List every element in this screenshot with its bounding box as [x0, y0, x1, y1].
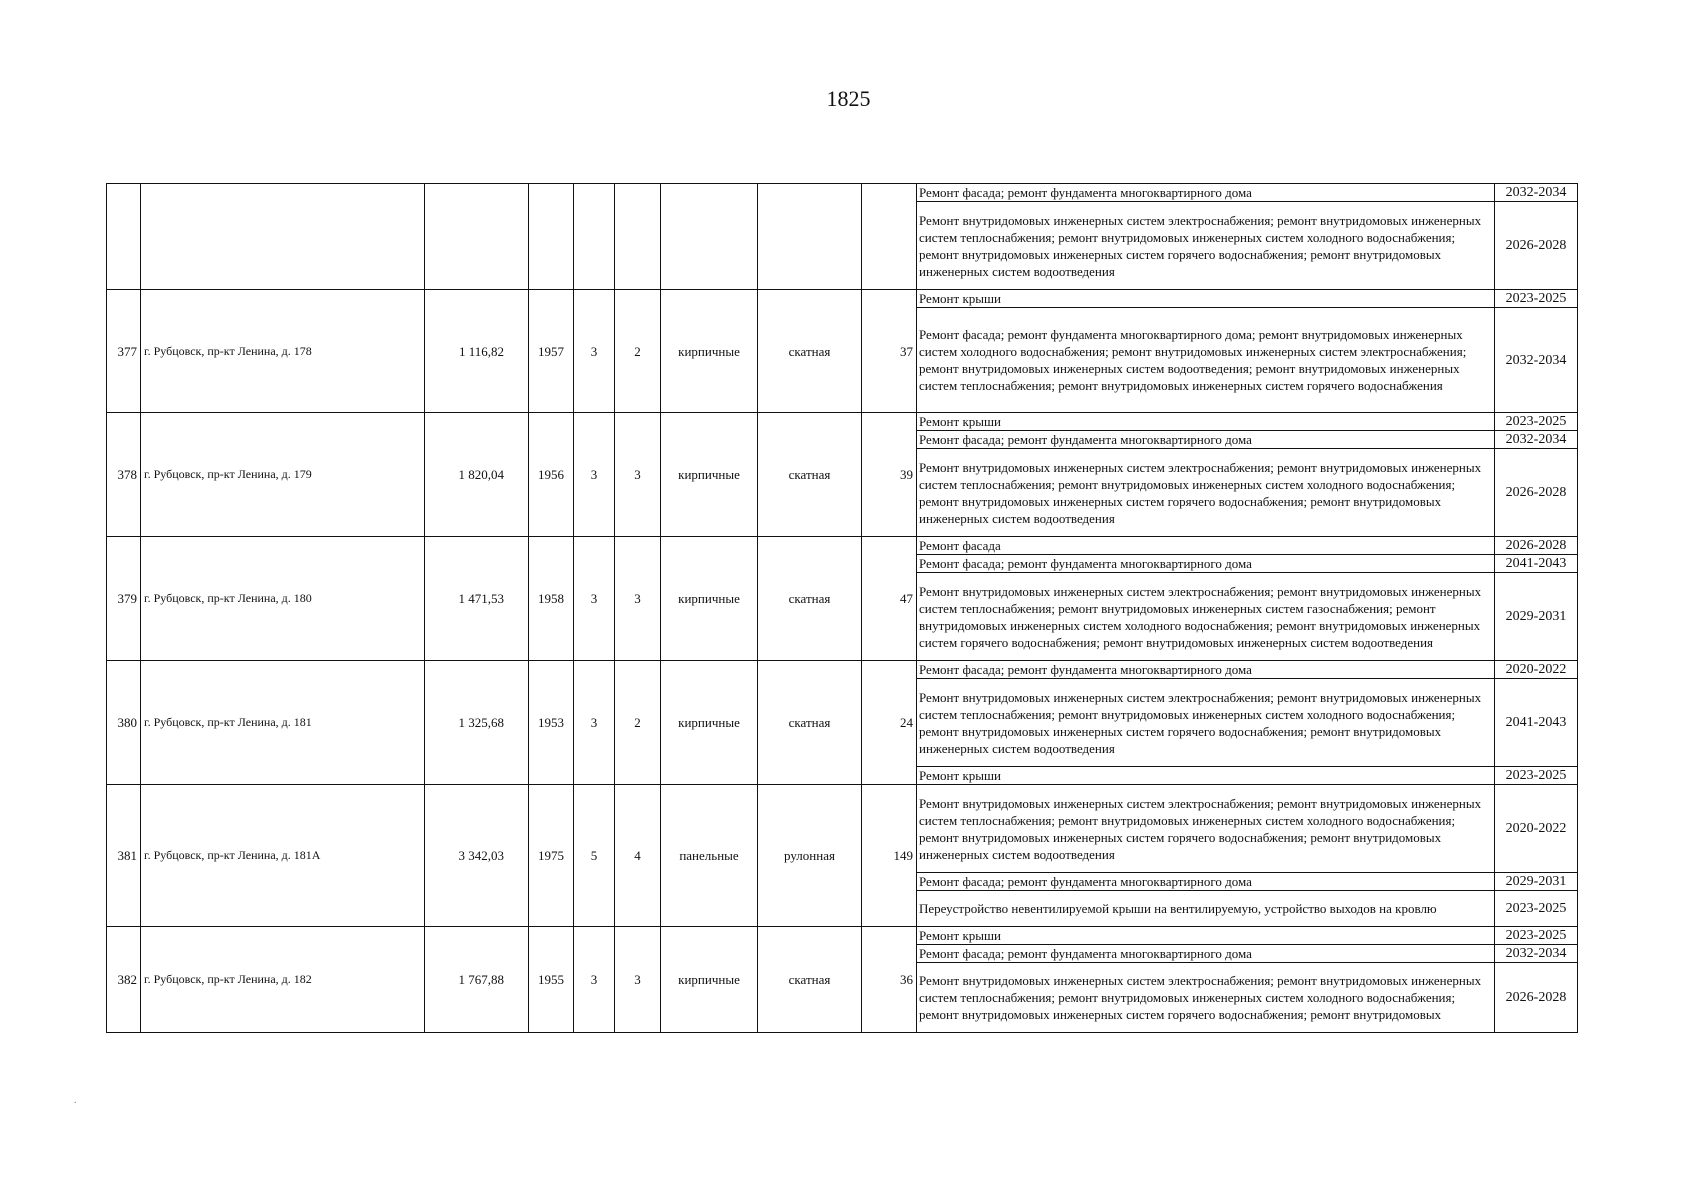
year-cell: 1955 [529, 927, 574, 1033]
roof-type-cell: скатная [758, 290, 862, 413]
empty-cell [862, 184, 917, 290]
empty-cell [661, 184, 758, 290]
repair-work-cell: Ремонт крыши [917, 413, 1495, 431]
table-body [107, 184, 1578, 1033]
repair-period-cell: 2032-2034 [1495, 308, 1578, 413]
repair-work-cell: Ремонт крыши [917, 927, 1495, 945]
repair-period-cell: 2023-2025 [1495, 767, 1578, 785]
floors-cell: 3 [574, 290, 615, 413]
address-cell: г. Рубцовск, пр-кт Ленина, д. 181А [141, 785, 425, 927]
repair-work-cell: Ремонт внутридомовых инженерных систем электроснабжения; ремонт внутридомовых инженерных систем теплоснабжения; ремонт внутридомовых инженерных систем газоснабжения; ремонт внутридомовых инженерных систем холодного водоснабжения; ремонт внутридомовых инженерных систем горячего водоснабжения; ремонт внутридомовых инженерных систем водоотведения [917, 573, 1495, 661]
year-cell: 1953 [529, 661, 574, 785]
repair-work-cell: Ремонт внутридомовых инженерных систем электроснабжения; ремонт внутридомовых инженерных систем теплоснабжения; ремонт внутридомовых инженерных систем холодного водоснабжения; ремонт внутридомовых инженерных систем горячего водоснабжения; ремонт внутридомовых инженерных систем водоотведения [917, 449, 1495, 537]
repair-period-cell: 2026-2028 [1495, 963, 1578, 1033]
table-row [107, 290, 1578, 308]
year-cell: 1956 [529, 413, 574, 537]
wall-material-cell: кирпичные [661, 290, 758, 413]
floors-cell: 3 [574, 413, 615, 537]
repair-period-cell: 2023-2025 [1495, 413, 1578, 431]
roof-type-cell: скатная [758, 661, 862, 785]
repair-period-cell: 2029-2031 [1495, 873, 1578, 891]
repair-work-cell: Ремонт фасада; ремонт фундамента многоквартирного дома [917, 661, 1495, 679]
repair-period-cell: 2020-2022 [1495, 785, 1578, 873]
row-number: 378 [107, 413, 141, 537]
repair-work-cell: Ремонт внутридомовых инженерных систем электроснабжения; ремонт внутридомовых инженерных систем теплоснабжения; ремонт внутридомовых инженерных систем холодного водоснабжения; ремонт внутридомовых инженерных систем горячего водоснабжения; ремонт внутридомовых инженерных систем водоотведения [917, 202, 1495, 290]
repair-work-cell: Ремонт фасада; ремонт фундамента многоквартирного дома [917, 431, 1495, 449]
wall-material-cell: кирпичные [661, 537, 758, 661]
table-row [107, 413, 1578, 431]
empty-cell [529, 184, 574, 290]
address-cell: г. Рубцовск, пр-кт Ленина, д. 182 [141, 927, 425, 1033]
empty-cell [107, 184, 141, 290]
repair-work-cell: Ремонт фасада [917, 537, 1495, 555]
year-cell: 1975 [529, 785, 574, 927]
empty-cell [141, 184, 425, 290]
repair-period-cell: 2029-2031 [1495, 573, 1578, 661]
repair-period-cell: 2020-2022 [1495, 661, 1578, 679]
area-cell: 1 820,04 [425, 413, 529, 537]
year-cell: 1957 [529, 290, 574, 413]
repair-period-cell: 2032-2034 [1495, 945, 1578, 963]
capital-repair-table [106, 183, 1578, 1033]
row-number: 380 [107, 661, 141, 785]
repair-work-cell: Ремонт крыши [917, 290, 1495, 308]
page-number: 1825 [826, 86, 871, 111]
entrances-cell: 2 [615, 661, 661, 785]
floors-cell: 5 [574, 785, 615, 927]
year-cell: 1958 [529, 537, 574, 661]
table-row [107, 537, 1578, 555]
scan-mark: . [74, 1095, 77, 1106]
residents-cell: 36 [862, 927, 917, 1033]
wall-material-cell: панельные [661, 785, 758, 927]
address-cell: г. Рубцовск, пр-кт Ленина, д. 180 [141, 537, 425, 661]
empty-cell [574, 184, 615, 290]
row-number: 382 [107, 927, 141, 1033]
repair-period-cell: 2023-2025 [1495, 290, 1578, 308]
repair-period-cell: 2026-2028 [1495, 202, 1578, 290]
table-row [107, 785, 1578, 873]
repair-period-cell: 2023-2025 [1495, 891, 1578, 927]
area-cell: 1 471,53 [425, 537, 529, 661]
address-cell: г. Рубцовск, пр-кт Ленина, д. 181 [141, 661, 425, 785]
row-number: 379 [107, 537, 141, 661]
address-cell: г. Рубцовск, пр-кт Ленина, д. 179 [141, 413, 425, 537]
repair-work-cell: Ремонт фасада; ремонт фундамента многоквартирного дома; ремонт внутридомовых инженерных систем холодного водоснабжения; ремонт внутридомовых инженерных систем электроснабжения; ремонт внутридомовых инженерных систем водоотведения; ремонт внутридомовых инженерных систем теплоснабжения; ремонт внутридомовых инженерных систем горячего водоснабжения [917, 308, 1495, 413]
repair-work-cell: Переустройство невентилируемой крыши на вентилируемую, устройство выходов на кровлю [917, 891, 1495, 927]
area-cell: 1 325,68 [425, 661, 529, 785]
entrances-cell: 2 [615, 290, 661, 413]
repair-period-cell: 2026-2028 [1495, 449, 1578, 537]
row-number: 381 [107, 785, 141, 927]
repair-period-cell: 2032-2034 [1495, 184, 1578, 202]
repair-work-cell: Ремонт внутридомовых инженерных систем электроснабжения; ремонт внутридомовых инженерных систем теплоснабжения; ремонт внутридомовых инженерных систем холодного водоснабжения; ремонт внутридомовых инженерных систем горячего водоснабжения; ремонт внутридомовых инженерных систем водоотведения [917, 785, 1495, 873]
empty-cell [758, 184, 862, 290]
residents-cell: 24 [862, 661, 917, 785]
empty-cell [615, 184, 661, 290]
repair-work-cell: Ремонт фасада; ремонт фундамента многоквартирного дома [917, 873, 1495, 891]
address-cell: г. Рубцовск, пр-кт Ленина, д. 178 [141, 290, 425, 413]
wall-material-cell: кирпичные [661, 927, 758, 1033]
table-row [107, 661, 1578, 679]
table-row [107, 927, 1578, 945]
repair-period-cell: 2041-2043 [1495, 679, 1578, 767]
roof-type-cell: скатная [758, 413, 862, 537]
entrances-cell: 3 [615, 413, 661, 537]
wall-material-cell: кирпичные [661, 413, 758, 537]
area-cell: 1 116,82 [425, 290, 529, 413]
entrances-cell: 3 [615, 927, 661, 1033]
row-number: 377 [107, 290, 141, 413]
entrances-cell: 4 [615, 785, 661, 927]
floors-cell: 3 [574, 927, 615, 1033]
repair-period-cell: 2041-2043 [1495, 555, 1578, 573]
repair-period-cell: 2026-2028 [1495, 537, 1578, 555]
entrances-cell: 3 [615, 537, 661, 661]
repair-work-cell: Ремонт фасада; ремонт фундамента многоквартирного дома [917, 945, 1495, 963]
residents-cell: 37 [862, 290, 917, 413]
floors-cell: 3 [574, 537, 615, 661]
repair-period-cell: 2032-2034 [1495, 431, 1578, 449]
wall-material-cell: кирпичные [661, 661, 758, 785]
roof-type-cell: рулонная [758, 785, 862, 927]
repair-work-cell: Ремонт фасада; ремонт фундамента многоквартирного дома [917, 555, 1495, 573]
repair-work-cell: Ремонт внутридомовых инженерных систем электроснабжения; ремонт внутридомовых инженерных систем теплоснабжения; ремонт внутридомовых инженерных систем холодного водоснабжения; ремонт внутридомовых инженерных систем горячего водоснабжения; ремонт внутридомовых инженерных систем водоотведения [917, 679, 1495, 767]
roof-type-cell: скатная [758, 537, 862, 661]
repair-work-cell: Ремонт внутридомовых инженерных систем электроснабжения; ремонт внутридомовых инженерных систем теплоснабжения; ремонт внутридомовых инженерных систем холодного водоснабжения; ремонт внутридомовых инженерных систем горячего водоснабжения; ремонт внутридомовых [917, 963, 1495, 1033]
residents-cell: 47 [862, 537, 917, 661]
table-row [107, 184, 1578, 202]
area-cell: 3 342,03 [425, 785, 529, 927]
roof-type-cell: скатная [758, 927, 862, 1033]
repair-period-cell: 2023-2025 [1495, 927, 1578, 945]
repair-work-cell: Ремонт крыши [917, 767, 1495, 785]
empty-cell [425, 184, 529, 290]
area-cell: 1 767,88 [425, 927, 529, 1033]
residents-cell: 39 [862, 413, 917, 537]
residents-cell: 149 [862, 785, 917, 927]
floors-cell: 3 [574, 661, 615, 785]
repair-work-cell: Ремонт фасада; ремонт фундамента многоквартирного дома [917, 184, 1495, 202]
